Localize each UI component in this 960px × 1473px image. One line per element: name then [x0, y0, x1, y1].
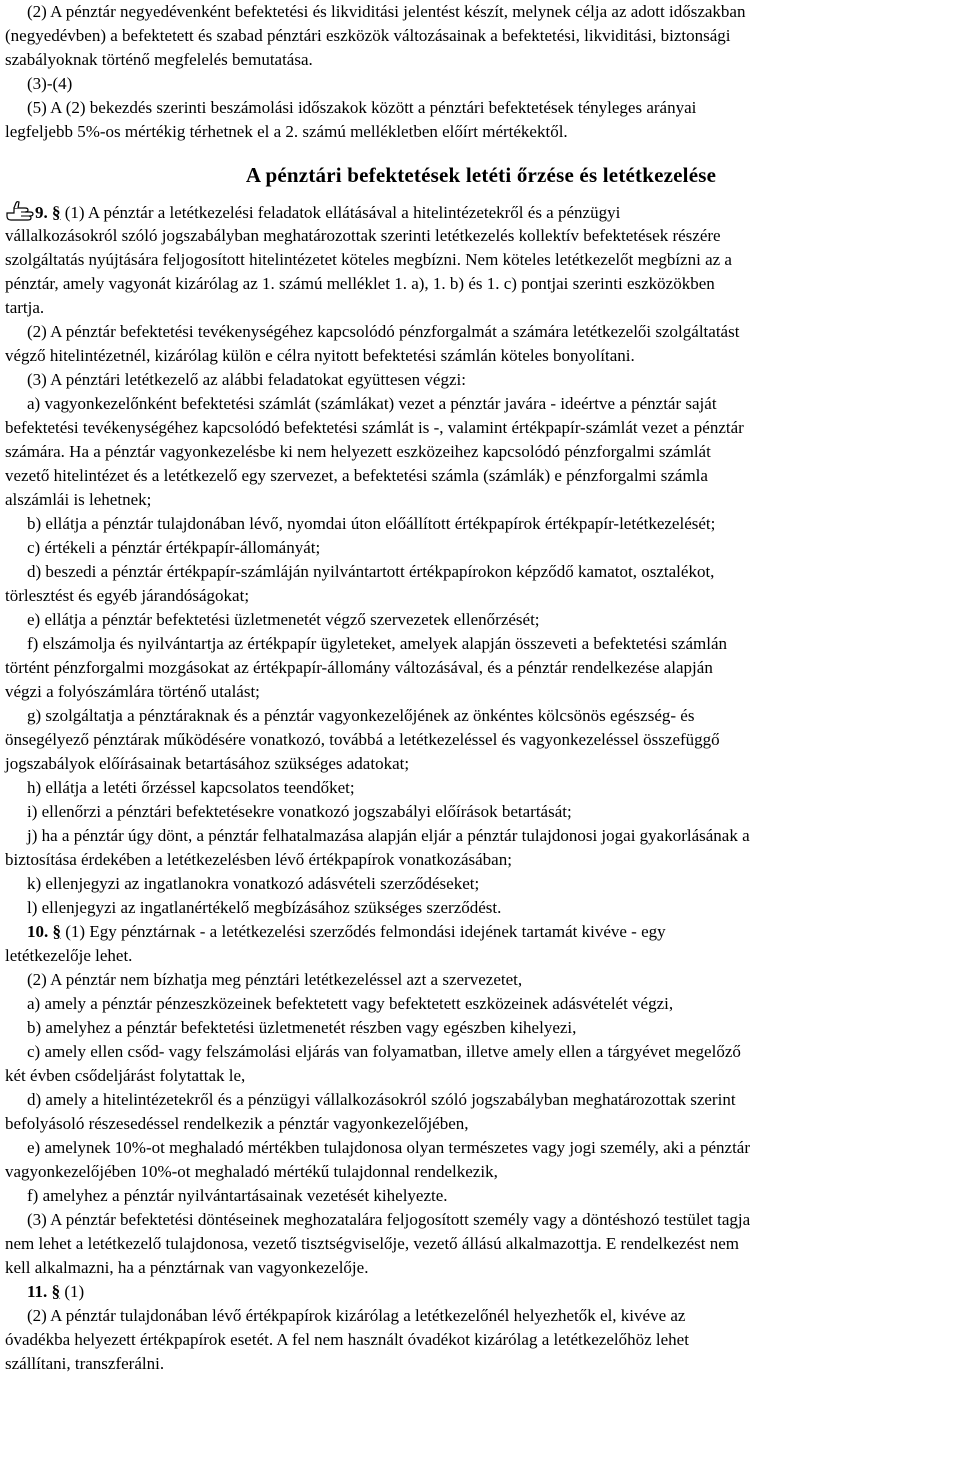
paragraph-line: tartja. [5, 298, 45, 317]
list-item: a) vagyonkezelőnként befektetési számlát (számlákat) vezet a pénztár javára - ideértve a pénztár saját [27, 394, 717, 413]
paragraph-line: (negyedévben) a befektetett és szabad pénztári eszközök változásainak a befektetési, likviditási, biztonsági [5, 26, 731, 45]
paragraph-line: letétkezelője lehet. [5, 946, 133, 965]
paragraph-line: (2) A pénztár tulajdonában lévő értékpapírok kizárólag a letétkezelőnél helyezhetők el, kivéve az [27, 1306, 686, 1325]
paragraph-line: vállalkozásokról szóló jogszabályban meghatározottak szerinti letétkezelés kollektív befektetések részére [5, 226, 721, 245]
list-item: k) ellenjegyzi az ingatlanokra vonatkozó adásvételi szerződéseket; [27, 874, 480, 893]
paragraph-line: pénztár, amely vagyonát kizárólag az 1. számú melléklet 1. a), 1. b) és 1. c) pontjai szerinti eszközökben [5, 274, 715, 293]
paragraph-line: (2) A pénztár negyedévenként befektetési és likviditási jelentést készít, melynek célja az adott időszakban [27, 2, 746, 21]
paragraph-line: törlesztést és egyéb járandóságokat; [5, 586, 250, 605]
section-11-first-line [5, 1280, 957, 1304]
section-heading: A pénztári befektetések letéti őrzése és letétkezelése [245, 163, 717, 187]
paragraph-line: végző hitelintézetnél, kizárólag külön e célra nyitott befektetési számlán köteles bonyolítani. [5, 346, 635, 365]
paragraph-line: óvadékba helyezett értékpapírok esetét. A fel nem használt óvadékot kizárólag a letétkezelőhöz lehet [5, 1330, 689, 1349]
paragraph-line: (3) A pénztár befektetési döntéseinek meghozatalára feljogosított személy vagy a döntéshozó testület tagja [27, 1210, 751, 1229]
section-10-first-line [5, 920, 957, 944]
list-item: f) amelyhez a pénztár nyilvántartásainak vezetését kihelyezte. [27, 1186, 448, 1205]
document-body [5, 0, 957, 1376]
list-item: f) elszámolja és nyilvántartja az értékpapír ügyleteket, amelyek alapján összeveti a befektetési számlán [27, 634, 727, 653]
list-item: d) beszedi a pénztár értékpapír-számláján nyilvántartott értékpapírokon képződő kamatot, osztalékot, [27, 562, 715, 581]
paragraph-line: (5) A (2) bekezdés szerinti beszámolási időszakok között a pénztári befektetések tényleges arányai [27, 98, 697, 117]
section-sign: § [51, 1282, 61, 1301]
section-9-first-line [0, 200, 957, 224]
section-number: 10. [27, 922, 49, 941]
paragraph-line: történt pénzforgalmi mozgásokat az értékpapír-állomány változásával, és a pénztár rendelkezése alapján [5, 658, 713, 677]
list-item: c) amely ellen csőd- vagy felszámolási eljárás van folyamatban, illetve amely ellen a tárgyévet megelőző [27, 1042, 741, 1061]
section-sign: § [52, 922, 61, 941]
paragraph-line: vagyonkezelőjében 10%-ot meghaladó mértékű tulajdonnal rendelkezik, [5, 1162, 498, 1181]
paragraph-line: két évben csődeljárást folytattak le, [5, 1066, 246, 1085]
paragraph-line: szabályoknak történő megfelelés bemutatása. [5, 50, 313, 69]
list-item: j) ha a pénztár úgy dönt, a pénztár felhatalmazása alapján eljár a pénztár tulajdonosi jogai gyakorlásának a [27, 826, 750, 845]
list-item: a) amely a pénztár pénzeszközeinek befektetett vagy befektetett eszközeinek adásvételét végzi, [27, 994, 674, 1013]
list-item: d) amely a hitelintézetekről és a pénzügyi vállalkozásokról szóló jogszabályban meghatározottak szerint [27, 1090, 736, 1109]
list-item: l) ellenjegyzi az ingatlanértékelő megbízásához szükséges szerződést. [27, 898, 502, 917]
section-text: (1) Egy pénztárnak - a letétkezelési szerződés felmondási idejének tartamát kivéve - egy [65, 922, 666, 941]
list-item: e) amelynek 10%-ot meghaladó mértékben tulajdonosa olyan természetes vagy jogi személy, aki a pénztár [27, 1138, 751, 1157]
section-number: 11. [27, 1282, 48, 1301]
paragraph-line: legfeljebb 5%-os mértékig térhetnek el a 2. számú mellékletben előírt mértékektől. [5, 122, 568, 141]
paragraph-line: (2) A pénztár befektetési tevékenységéhez kapcsolódó pénzforgalmát a számára letétkezelői szolgáltatást [27, 322, 740, 341]
paragraph-line: alszámlái is lehetnek; [5, 490, 152, 509]
paragraph-line: (3)-(4) [27, 74, 73, 93]
list-item: i) ellenőrzi a pénztári befektetésekre vonatkozó jogszabályi előírások betartását; [27, 802, 572, 821]
paragraph-line: (2) A pénztár nem bízhatja meg pénztári letétkezeléssel azt a szervezetet, [27, 970, 523, 989]
paragraph-line: befolyásoló részesedéssel rendelkezik a pénztár vagyonkezelőjében, [5, 1114, 469, 1133]
paragraph-line: befektetési tevékenységéhez kapcsolódó befektetési számlát is -, valamint értékpapír-számlát vezet a pénztár [5, 418, 744, 437]
paragraph-line: számára. Ha a pénztár vagyonkezelésbe ki nem helyezett eszközeihez kapcsolódó pénzforgalmi számlát [5, 442, 711, 461]
list-item: b) amelyhez a pénztár befektetési üzletmenetét részben vagy egészben kihelyezi, [27, 1018, 577, 1037]
list-item: b) ellátja a pénztár tulajdonában lévő, nyomdai úton előállított értékpapírok értékpapír-letétkezelését; [27, 514, 716, 533]
paragraph-line: biztosítása érdekében a letétkezelésben lévő értékpapírok vonatkozásában; [5, 850, 512, 869]
section-text: (1) A pénztár a letétkezelési feladatok ellátásával a hitelintézetekről és a pénzügyi [64, 203, 621, 222]
paragraph-line: (3) A pénztári letétkezelő az alábbi feladatokat együttesen végzi: [27, 370, 466, 389]
list-item: h) ellátja a letéti őrzéssel kapcsolatos teendőket; [27, 778, 355, 797]
section-sign: § [52, 203, 61, 222]
pointing-hand-icon [5, 200, 35, 222]
paragraph-line: önsegélyező pénztárak működésére vonatkozó, továbbá a letétkezeléssel és vagyonkezeléssel összefüggő [5, 730, 720, 749]
paragraph-line: jogszabályok előírásainak betartásához szükséges adatokat; [5, 754, 410, 773]
paragraph-line: szállítani, transzferálni. [5, 1354, 165, 1373]
section-number: 9. [35, 203, 48, 222]
paragraph-line: szolgáltatás nyújtására feljogosított hitelintézetet köteles megbízni. Nem köteles letétkezelőt megbízni az a [5, 250, 732, 269]
paragraph-line: végzi a folyószámlára történő utalást; [5, 682, 260, 701]
list-item: g) szolgáltatja a pénztáraknak és a pénztár vagyonkezelőjének az önkéntes kölcsönös egészség- és [27, 706, 695, 725]
list-item: e) ellátja a pénztár befektetési üzletmenetét végző szervezetek ellenőrzését; [27, 610, 540, 629]
section-text: (1) [64, 1282, 85, 1301]
list-item: c) értékeli a pénztár értékpapír-állományát; [27, 538, 321, 557]
paragraph-line: vezető hitelintézet és a letétkezelő egy szervezet, a befektetési számla (számlák) e pénzforgalmi számla [5, 466, 708, 485]
paragraph-line: nem lehet a letétkezelő tulajdonosa, vezető tisztségviselője, vezető állású alkalmazottja. E rendelkezést nem [5, 1234, 740, 1253]
paragraph-line: kell alkalmazni, ha a pénztárnak van vagyonkezelője. [5, 1258, 369, 1277]
